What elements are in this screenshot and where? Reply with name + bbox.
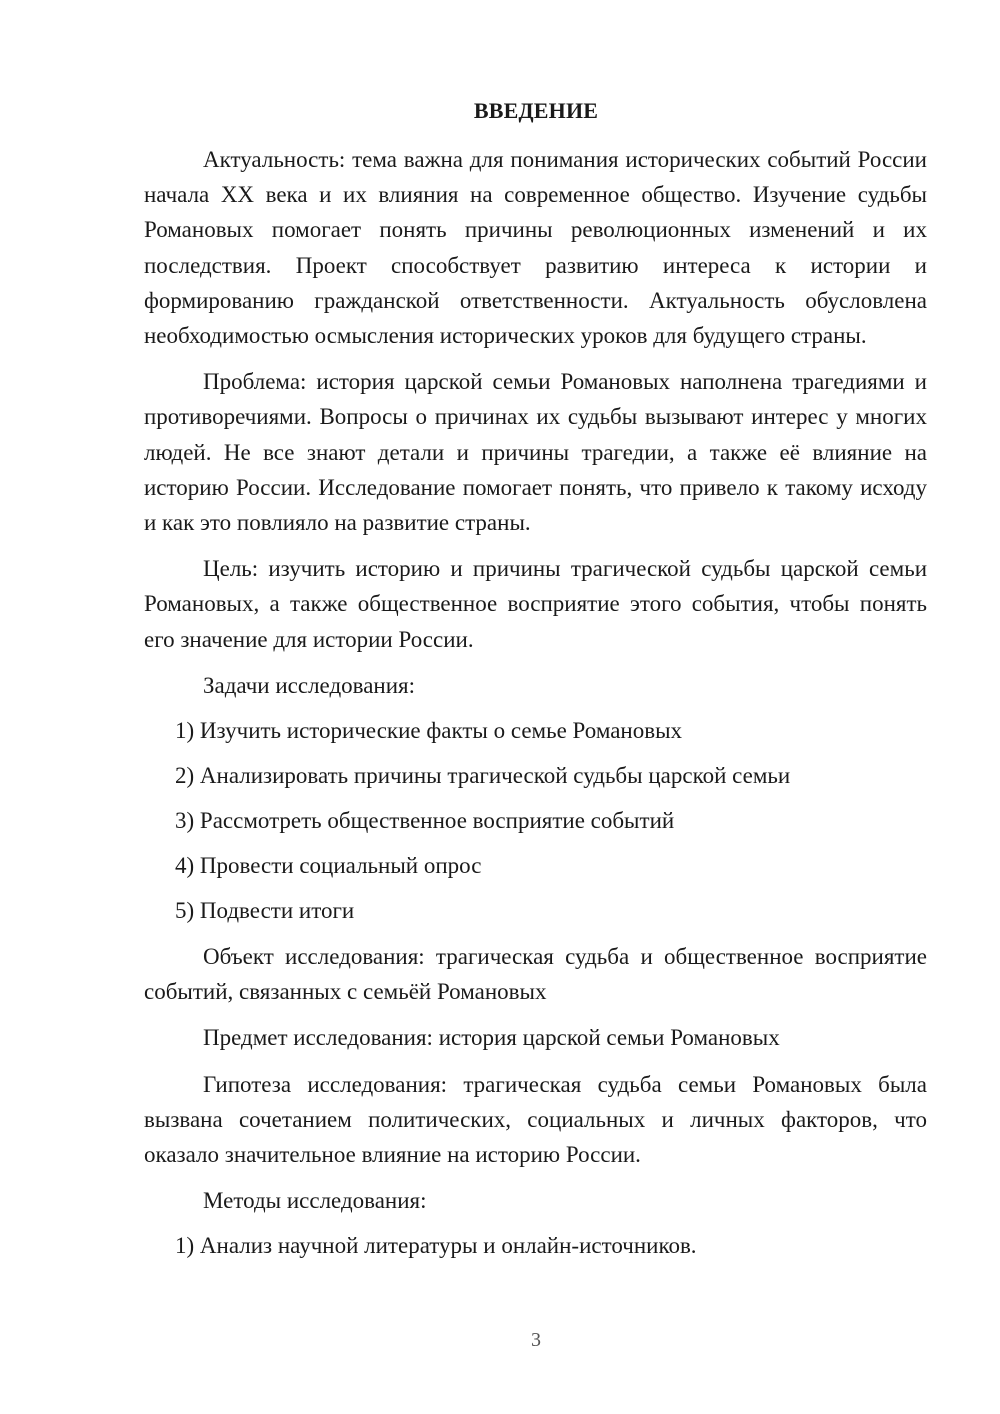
paragraph-object: Объект исследования: трагическая судьба и общественное восприятие событий, связанных с семьёй Романовых bbox=[144, 944, 927, 1005]
methods-list bbox=[144, 1228, 927, 1263]
tasks-heading: Задачи исследования: bbox=[203, 672, 416, 698]
list-item: 4) Провести социальный опрос bbox=[175, 853, 482, 879]
paragraph-problem: Проблема: история царской семьи Романовых наполнена трагедиями и противоречиями. Вопросы о причинах их судьбы вызывают интерес у многих людей. Не все знают детали и причины трагедии, а также её влияние на историю России. Исследование помогает понять, что привело к такому исходу и как это повлияло на развитие страны. bbox=[144, 369, 927, 536]
list-item: 3) Рассмотреть общественное восприятие событий bbox=[175, 808, 675, 834]
document-body bbox=[144, 142, 927, 1263]
list-item: 1) Анализ научной литературы и онлайн-источников. bbox=[175, 1233, 697, 1259]
paragraph-actuality: Актуальность: тема важна для понимания исторических событий России начала XX века и их влияния на современное общество. Изучение судьбы Романовых помогает понять причины революционных изменений и их последствия. Проект способствует развитию интереса к истории и формированию гражданской ответственности. Актуальность обусловлена необходимостью осмысления исторических уроков для будущего страны. bbox=[144, 147, 927, 349]
list-item: 2) Анализировать причины трагической судьбы царской семьи bbox=[175, 763, 791, 789]
paragraph-subject: Предмет исследования: история царской семьи Романовых bbox=[203, 1025, 780, 1051]
list-item: 5) Подвести итоги bbox=[175, 898, 355, 924]
paragraph-hypothesis: Гипотеза исследования: трагическая судьба семьи Романовых была вызвана сочетанием политических, социальных и личных факторов, что оказало значительное влияние на историю России. bbox=[144, 1071, 927, 1168]
tasks-list bbox=[144, 713, 927, 928]
page-title: ВВЕДЕНИЕ bbox=[473, 98, 599, 123]
paragraph-goal: Цель: изучить историю и причины трагической судьбы царской семьи Романовых, а также общественное восприятие этого события, чтобы понять его значение для истории России. bbox=[144, 556, 927, 652]
list-item: 1) Изучить исторические факты о семье Романовых bbox=[175, 718, 683, 744]
methods-heading: Методы исследования: bbox=[203, 1188, 427, 1214]
page-number: 3 bbox=[531, 1329, 541, 1351]
